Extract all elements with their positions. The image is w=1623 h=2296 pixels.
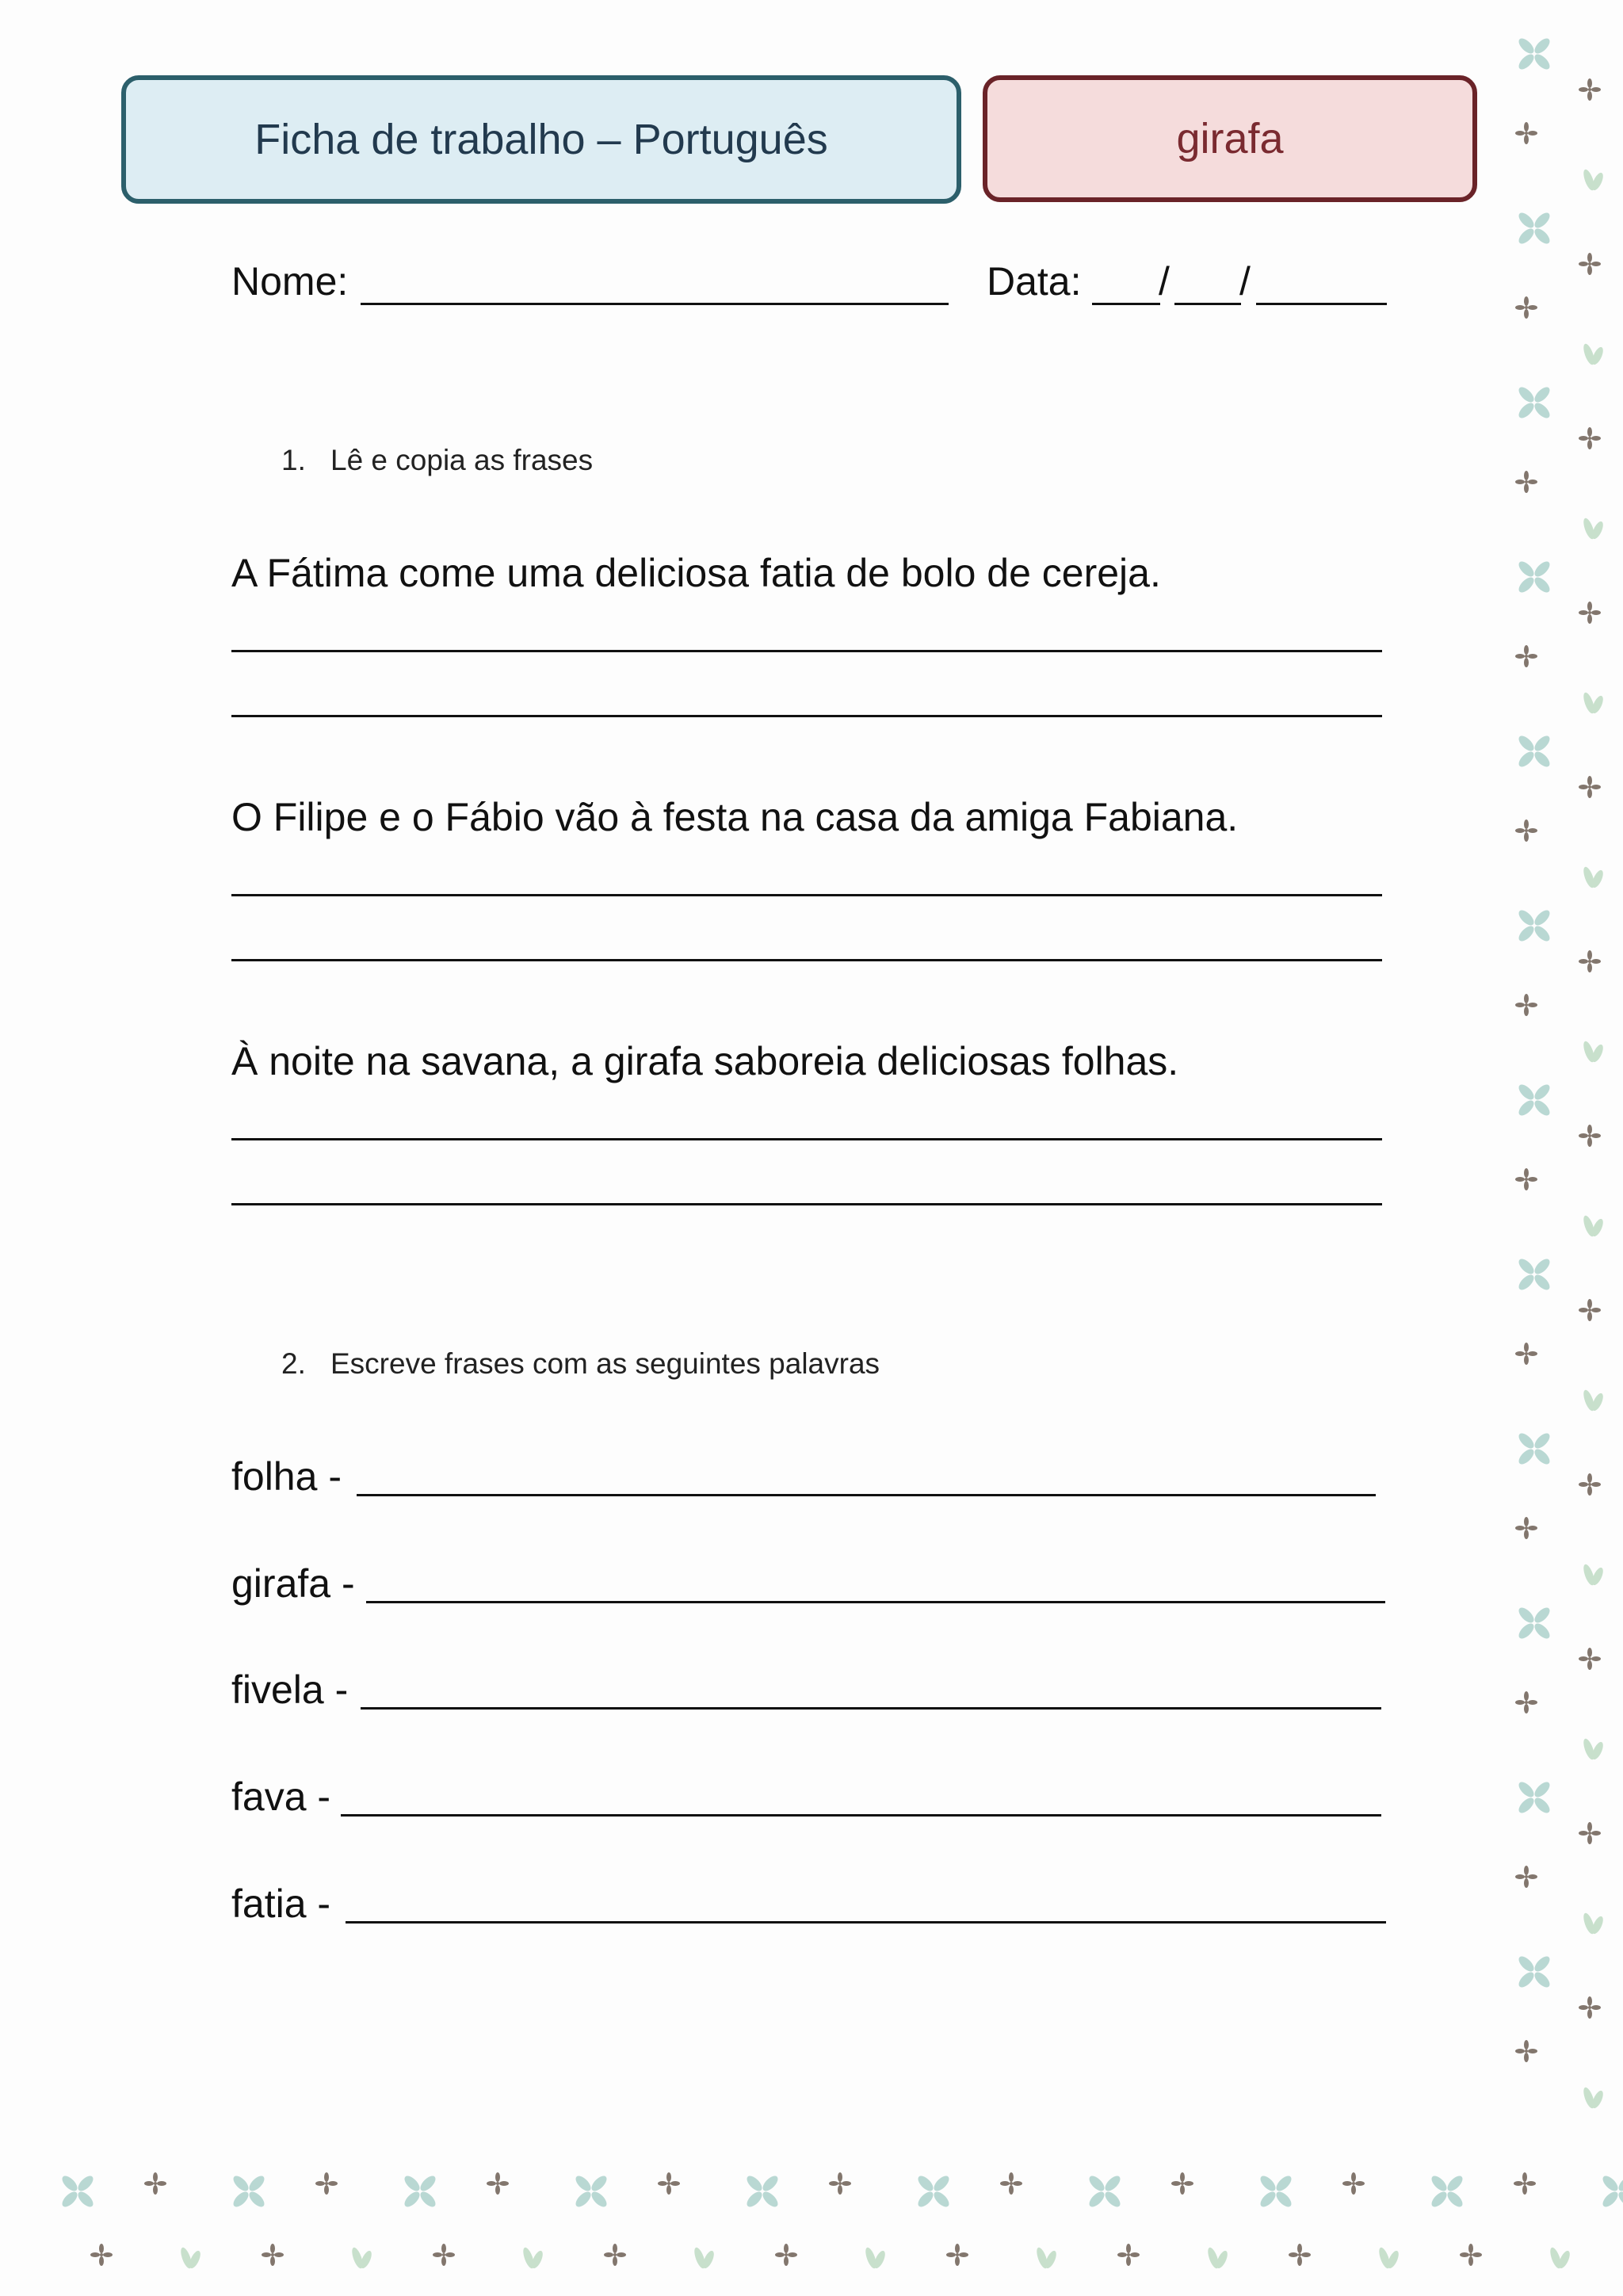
flower-icon bbox=[997, 2169, 1025, 2202]
flower-icon bbox=[1512, 1514, 1541, 1546]
flower-icon bbox=[911, 2169, 956, 2218]
exercise-2-heading bbox=[281, 1349, 880, 1378]
flower-icon bbox=[1575, 511, 1610, 550]
name-label: Nome: bbox=[231, 259, 349, 304]
flower-icon bbox=[515, 2241, 550, 2279]
flower-icon bbox=[772, 2241, 800, 2273]
word-folha: folha - bbox=[231, 1454, 342, 1499]
flower-icon bbox=[740, 2169, 785, 2218]
flower-icon bbox=[1512, 1252, 1556, 1301]
copy-line[interactable] bbox=[231, 894, 1382, 896]
flower-icon bbox=[1512, 729, 1556, 777]
flower-icon bbox=[1575, 2080, 1610, 2119]
copy-line[interactable] bbox=[231, 715, 1382, 717]
flower-icon bbox=[398, 2169, 442, 2218]
flower-icon bbox=[312, 2169, 341, 2202]
flower-icon bbox=[1596, 2169, 1623, 2218]
flower-icon bbox=[1512, 1688, 1541, 1721]
flower-icon bbox=[1512, 1339, 1541, 1372]
flower-icon bbox=[943, 2241, 972, 2273]
sentence-1: A Fátima come uma deliciosa fatia de bolo de cereja. bbox=[231, 551, 1161, 595]
flower-icon bbox=[1512, 816, 1541, 849]
flower-icon bbox=[1575, 250, 1604, 282]
flower-icon bbox=[1083, 2169, 1127, 2218]
target-word: girafa bbox=[1176, 115, 1284, 162]
flower-icon bbox=[569, 2169, 613, 2218]
flower-icon bbox=[1339, 2169, 1368, 2202]
flower-icon bbox=[1575, 860, 1610, 899]
flower-icon bbox=[1512, 1950, 1556, 1998]
flower-icon bbox=[1512, 1601, 1556, 1649]
word-fatia: fatia - bbox=[231, 1881, 331, 1926]
flower-icon bbox=[173, 2241, 208, 2279]
flower-icon bbox=[601, 2241, 629, 2273]
flower-icon bbox=[857, 2241, 892, 2279]
flower-icon bbox=[1575, 1732, 1610, 1771]
flower-icon bbox=[1512, 904, 1556, 952]
flower-icon bbox=[1575, 75, 1604, 108]
flower-icon bbox=[1575, 1819, 1604, 1851]
word-fivela: fivela - bbox=[231, 1668, 349, 1712]
flower-icon bbox=[1575, 424, 1604, 457]
flower-icon bbox=[1575, 1209, 1610, 1247]
flower-icon bbox=[655, 2169, 683, 2202]
exercise-instruction: Escreve frases com as seguintes palavras bbox=[330, 1347, 880, 1380]
flower-icon bbox=[1512, 642, 1541, 674]
flower-icon bbox=[1510, 2169, 1539, 2202]
flower-icon bbox=[1512, 555, 1556, 603]
flower-icon bbox=[1575, 1557, 1610, 1596]
sentence-2: O Filipe e o Fábio vão à festa na casa da amiga Fabiana. bbox=[231, 795, 1239, 839]
exercise-1-heading bbox=[281, 445, 593, 475]
flower-icon bbox=[1512, 1165, 1541, 1198]
flower-icon bbox=[1371, 2241, 1406, 2279]
exercise-number: 1. bbox=[281, 444, 306, 476]
flower-icon bbox=[1200, 2241, 1235, 2279]
date-label: Data: bbox=[987, 259, 1082, 304]
name-field[interactable] bbox=[361, 303, 949, 305]
flower-icon bbox=[1114, 2241, 1143, 2273]
flower-icon bbox=[1512, 206, 1556, 254]
flower-icon bbox=[1575, 1906, 1610, 1945]
flower-icon bbox=[1512, 1862, 1541, 1895]
flower-icon bbox=[1542, 2241, 1577, 2279]
copy-line[interactable] bbox=[231, 650, 1382, 652]
flower-icon bbox=[1512, 380, 1556, 429]
flower-icon bbox=[1512, 2037, 1541, 2069]
flower-icon bbox=[1425, 2169, 1469, 2218]
sentence-line[interactable] bbox=[366, 1601, 1385, 1603]
flower-icon bbox=[1512, 468, 1541, 500]
flower-icon bbox=[1512, 1427, 1556, 1475]
flower-icon bbox=[87, 2241, 116, 2273]
flower-icon bbox=[483, 2169, 512, 2202]
target-word-box bbox=[983, 75, 1477, 202]
flower-icon bbox=[1254, 2169, 1298, 2218]
date-separator: / bbox=[1239, 259, 1251, 304]
date-day-field[interactable] bbox=[1092, 303, 1160, 305]
flower-icon bbox=[1575, 1034, 1610, 1073]
flower-icon bbox=[1285, 2241, 1314, 2273]
date-separator: / bbox=[1159, 259, 1170, 304]
flower-icon bbox=[1512, 293, 1541, 326]
date-year-field[interactable] bbox=[1256, 303, 1387, 305]
copy-line[interactable] bbox=[231, 1138, 1382, 1140]
worksheet-title-box bbox=[121, 75, 961, 204]
copy-line[interactable] bbox=[231, 1203, 1382, 1205]
flower-icon bbox=[141, 2169, 170, 2202]
flower-icon bbox=[1168, 2169, 1197, 2202]
worksheet-title: Ficha de trabalho – Português bbox=[254, 116, 828, 163]
flower-icon bbox=[1029, 2241, 1064, 2279]
flower-icon bbox=[1512, 1078, 1556, 1126]
flower-icon bbox=[1575, 1993, 1604, 2026]
flower-icon bbox=[1512, 119, 1541, 151]
sentence-line[interactable] bbox=[341, 1814, 1381, 1817]
flower-icon bbox=[344, 2241, 379, 2279]
sentence-line[interactable] bbox=[357, 1494, 1376, 1496]
flower-icon bbox=[55, 2169, 100, 2218]
floral-border-bottom bbox=[0, 2161, 1623, 2296]
flower-icon bbox=[430, 2241, 458, 2273]
flower-icon bbox=[1512, 32, 1556, 80]
flower-icon bbox=[227, 2169, 271, 2218]
flower-icon bbox=[1575, 162, 1610, 201]
sentence-line[interactable] bbox=[361, 1707, 1381, 1710]
exercise-number: 2. bbox=[281, 1347, 306, 1380]
flower-icon bbox=[1575, 337, 1610, 376]
flower-icon bbox=[826, 2169, 854, 2202]
word-girafa: girafa - bbox=[231, 1561, 355, 1606]
flower-icon bbox=[686, 2241, 721, 2279]
flower-icon bbox=[1575, 1121, 1604, 1154]
flower-icon bbox=[1575, 947, 1604, 980]
copy-line[interactable] bbox=[231, 959, 1382, 961]
flower-icon bbox=[1512, 991, 1541, 1023]
flower-icon bbox=[1575, 1645, 1604, 1677]
exercise-instruction: Lê e copia as frases bbox=[330, 444, 594, 476]
flower-icon bbox=[1457, 2241, 1485, 2273]
flower-icon bbox=[1575, 686, 1610, 724]
sentence-3: À noite na savana, a girafa saboreia deliciosas folhas. bbox=[231, 1039, 1179, 1083]
sentence-line[interactable] bbox=[346, 1921, 1386, 1924]
flower-icon bbox=[1575, 773, 1604, 805]
word-fava: fava - bbox=[231, 1775, 331, 1819]
flower-icon bbox=[1575, 1470, 1604, 1503]
flower-icon bbox=[1512, 1775, 1556, 1824]
flower-icon bbox=[1575, 1383, 1610, 1422]
flower-icon bbox=[1575, 1296, 1604, 1328]
date-month-field[interactable] bbox=[1174, 303, 1241, 305]
flower-icon bbox=[1575, 598, 1604, 631]
floral-border-right bbox=[1496, 0, 1623, 2187]
flower-icon bbox=[258, 2241, 287, 2273]
